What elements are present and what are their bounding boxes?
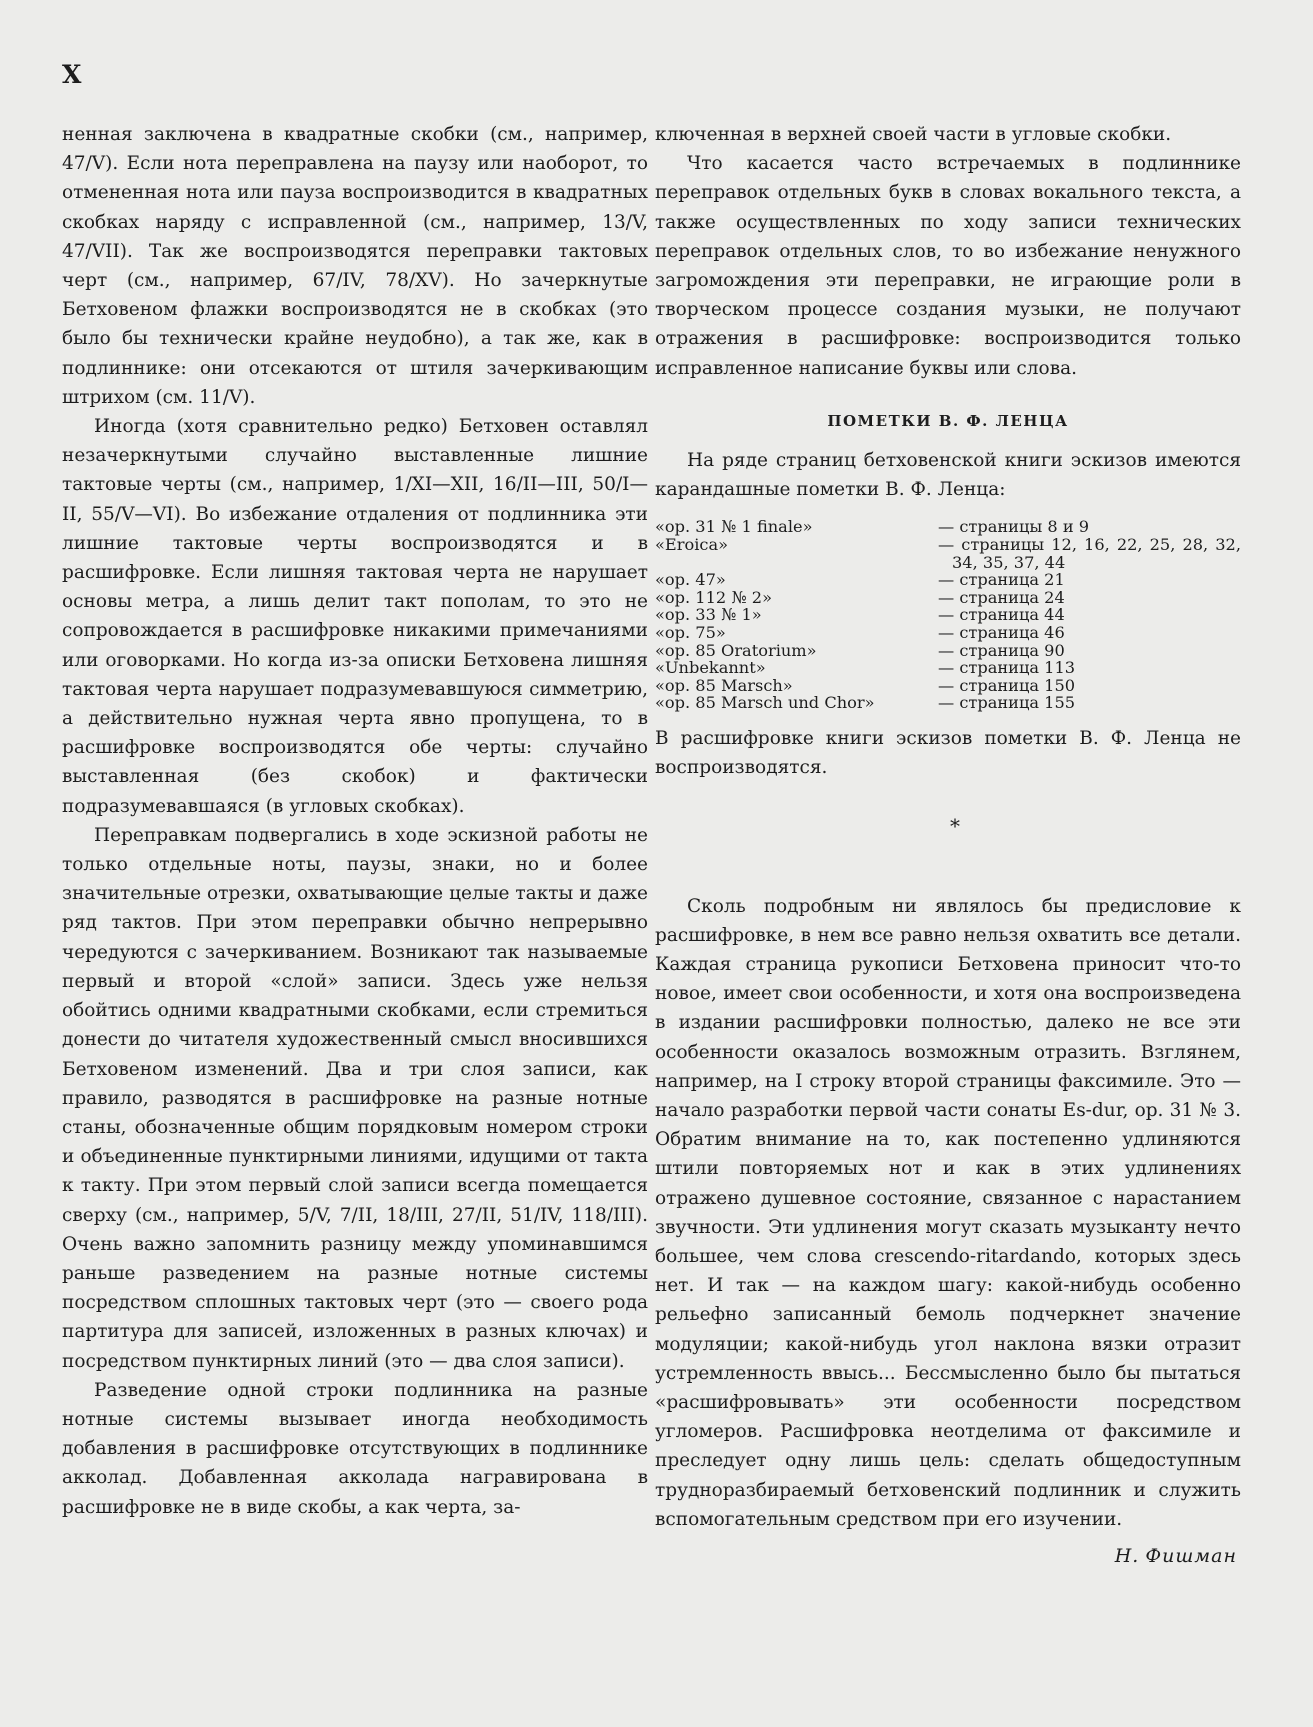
signature-initial: Н. [1114,1545,1140,1568]
left-paragraph-4: Разведение одной строки подлинника на разные нотные системы вызывает иногда необходимость добавления в расшифровке отсутствующих в подлиннике акколад. Добавленная акколада награвирована в расшифровке не в виде скобы, а как черта, за- [62,1379,648,1518]
lenz-note-pages: — страница 44 [938,605,1065,625]
lenz-note-pages: — страницы 12, 16, 22, 25, 28, 32, 34, 35, 37, 44 [938,535,1241,572]
lenz-note-pages: — страница 90 [938,640,1065,660]
lenz-note-row [655,518,1241,536]
section-intro: На ряде страниц бетховенской книги эскизов имеются карандашные пометки В. Ф. Ленца: [655,450,1241,501]
lenz-note-pages: — страница 24 [938,587,1065,607]
lenz-note-pages: — страница 155 [938,693,1076,713]
lenz-note-work: «op. 75» [655,623,726,642]
lenz-note-work: «op. 31 № 1 finale» [655,517,813,537]
lenz-note-row [655,589,1241,607]
section-outro: В расшифровке книги эскизов пометки В. Ф. Ленца не воспроизводятся. [655,727,1241,779]
lenz-note-pages: — страницы 8 и 9 [938,517,1090,537]
lenz-note-row [655,642,1241,660]
lenz-note-row [655,571,1241,589]
lenz-notes-list [655,518,1241,712]
lenz-note-work: «op. 112 № 2» [655,587,773,607]
left-paragraph-1: ненная заключена в квадратные скобки (см., например, 47/V). Если нота переправлена на паузу или наоборот, то отмененная нота или пауза воспроизводится в квадратных скобках наряду с исправленной (см., например, 13/V, 47/VII). Так же воспроизводятся переправки тактовых черт (см., например, 67/IV, 78/XV). Но зачеркнутые Бетховеном флажки воспроизводятся не в скобках (это было бы технически крайне неудобно), а так же, как в подлиннике: они отсекаются от штиля зачеркивающим штрихом (см. 11/V). [62,124,648,408]
right-paragraph-1: ключенная в верхней своей части в угловые скобки. [655,124,1172,145]
lenz-note-row [655,659,1241,677]
page-number: X [62,60,83,89]
lenz-note-pages: — страница 113 [938,658,1076,678]
lenz-note-pages: — страница 21 [938,570,1065,590]
right-paragraph-2: Что касается часто встречаемых в подлиннике переправок отдельных букв в словах вокального текста, а также осуществленных по ходу записи технических переправок отдельных слов, то во избежание ненужного загромождения эти переправки, не играющие роли в творческом процессе создания музыки, не получают отражения в расшифровке: воспроизводится только исправленное написание буквы или слова. [655,153,1241,379]
lenz-note-row [655,536,1241,571]
lenz-note-row [655,624,1241,642]
closing-paragraph: Сколь подробным ни являлось бы предисловие к расшифровке, в нем все равно нельзя охватить все детали. Каждая страница рукописи Бетховена приносит что-то новое, имеет свои особенности, и хотя она воспроизведена в издании расшифровки полностью, далеко не все эти особенности оказалось возможным отразить. Взглянем, например, на I строку второй страницы факсимиле. Это — начало разработки первой части сонаты Es-dur, op. 31 № 3. Обратим внимание на то, как постепенно удлиняются штили повторяемых нот и как в этих удлинениях отражено душевное состояние, связанное с нарастанием звучности. Эти удлинения могут сказать музыканту нечто большее, чем слова crescendo-ritardando, которых здесь нет. И так — на каждом шагу: какой-нибудь особенно рельефно записанный бемоль подчеркнет значение модуляции; какой-нибудь угол наклона вязки отразит устремленность ввысь... Бессмысленно было бы пытаться «расшифровывать» эти особенности посредством угломеров. Расшифровка неотделима от факсимиле и преследует одну лишь цель: сделать общедоступным трудноразбираемый бетховенский подлинник и служить вспомогательным средством при его изучении. [655,895,1241,1530]
right-column [655,120,1241,1571]
lenz-note-work: «op. 33 № 1» [655,605,762,625]
author-signature [655,1542,1241,1571]
section-separator: * [950,814,960,839]
lenz-note-row [655,694,1241,712]
lenz-note-work: «op. 85 Oratorium» [655,640,817,660]
lenz-note-pages: — страница 150 [938,675,1076,695]
left-paragraph-2: Иногда (хотя сравнительно редко) Бетховен оставлял незачеркнутыми случайно выставленные лишние тактовые черты (см., например, 1/XI—XII, 16/II—III, 50/I—II, 55/V—VI). Во избежание отдаления от подлинника эти лишние тактовые черты воспроизводятся и в расшифровке. Если лишняя тактовая черта не нарушает основы метра, а лишь делит такт пополам, то это не сопровождается в расшифровке никакими примечаниями или оговорками. Но когда из-за описки Бетховена лишняя тактовая черта нарушает подразумевавшуюся симметрию, а действительно нужная черта явно пропущена, то в расшифровке воспроизводятся обе черты: случайно выставленная (без скобок) и фактически подразумевавшаяся (в угловых скобках). [62,416,648,817]
lenz-note-row [655,677,1241,695]
lenz-note-work: «op. 85 Marsch» [655,675,793,695]
lenz-note-work: «Unbekannt» [655,658,766,678]
signature-name: Фишман [1145,1545,1237,1568]
section-heading: ПОМЕТКИ В. Ф. ЛЕНЦА [827,411,1069,430]
left-paragraph-3: Переправкам подвергались в ходе эскизной работы не только отдельные ноты, паузы, знаки, но и более значительные отрезки, охватывающие целые такты и даже ряд тактов. При этом переправки обычно непрерывно чередуются с зачеркиванием. Возникают так называемые первый и второй «слой» записи. Здесь уже нельзя обойтись одними квадратными скобками, если стремиться донести до читателя художественный смысл вносившихся Бетховеном изменений. Два и три слоя записи, как правило, разводятся в расшифровке на разные нотные станы, обозначенные общим порядковым номером строки и объединенные пунктирными линиями, идущими от такта к такту. При этом первый слой записи всегда помещается сверху (см., например, 5/V, 7/II, 18/III, 27/II, 51/IV, 118/III). Очень важно запомнить разницу между упоминавшимся раньше разведением на разные нотные системы посредством сплошных тактовых черт (это — своего рода партитура для записей, изложенных в разных ключах) и посредством пунктирных линий (это — два слоя записи). [62,824,648,1372]
lenz-note-work: «op. 47» [655,570,726,590]
lenz-note-work: «op. 85 Marsch und Chor» [655,693,875,713]
lenz-note-pages: — страница 46 [938,623,1065,642]
lenz-note-work: «Eroica» [655,535,729,555]
lenz-note-row [655,606,1241,624]
left-column [62,120,648,1522]
